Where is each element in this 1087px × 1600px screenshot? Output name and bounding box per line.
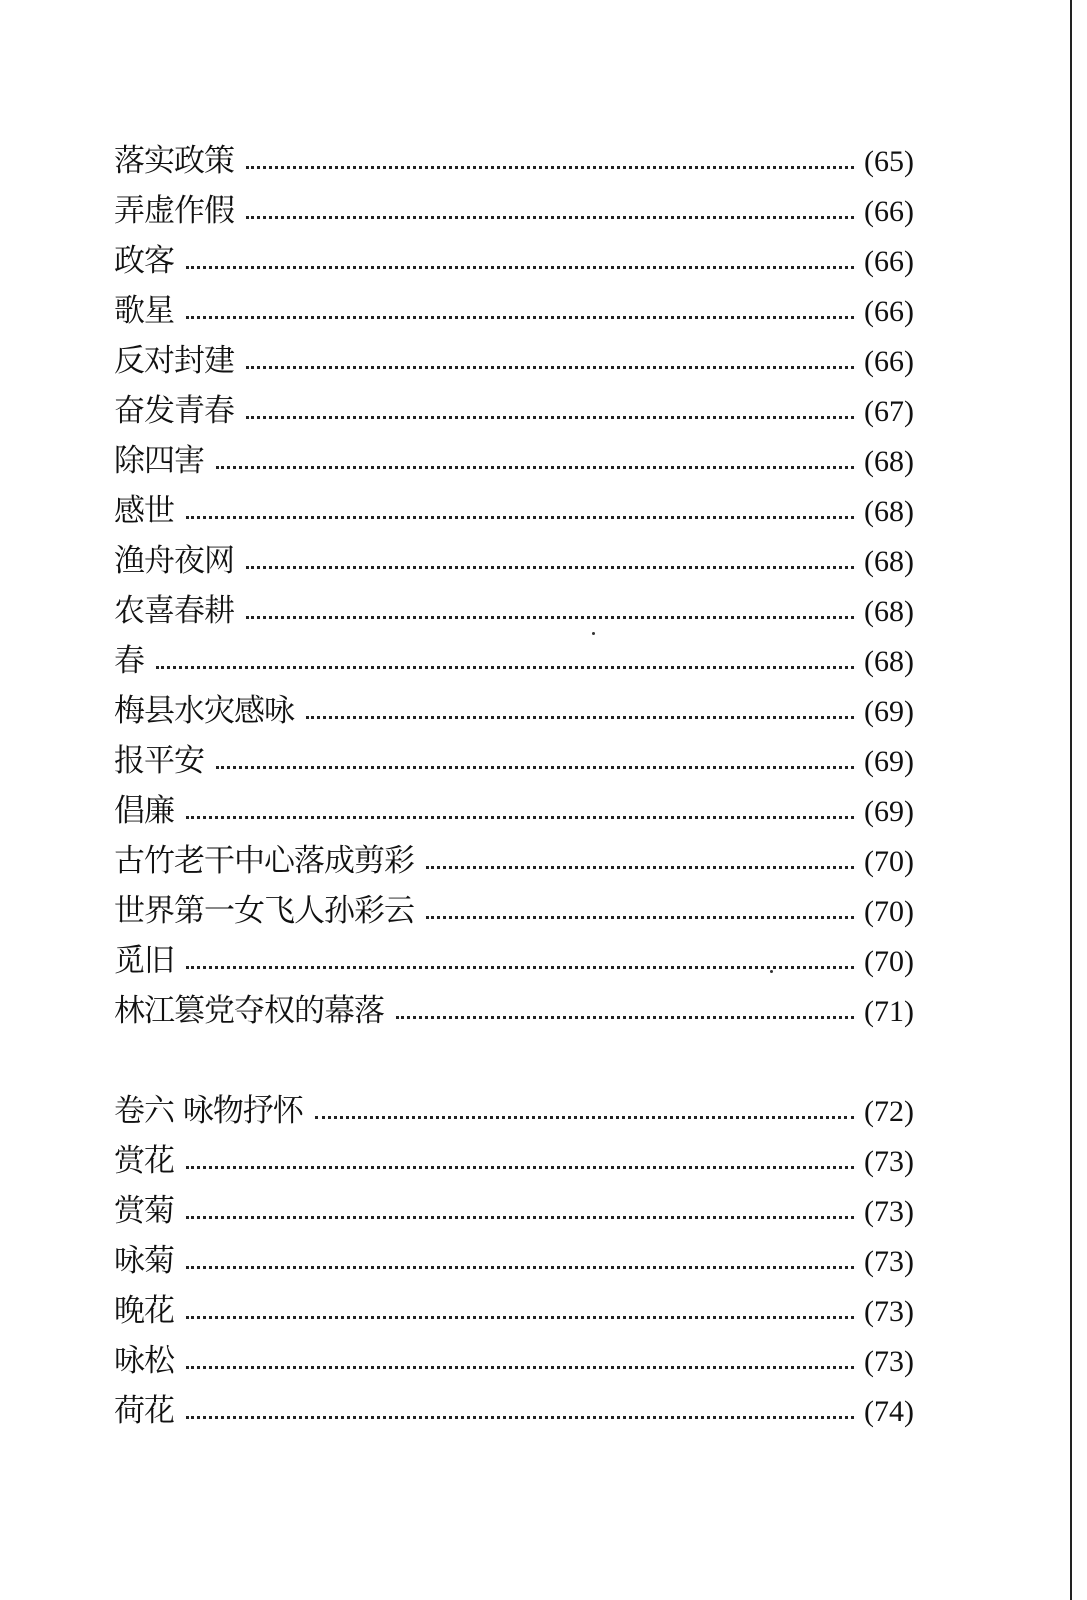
dot-leader [246,615,854,619]
dot-leader [186,815,854,819]
toc-entry[interactable] [114,536,914,586]
dot-leader [186,1415,854,1419]
toc-entry-page: (73) [864,1145,914,1178]
toc-entry[interactable] [114,686,914,736]
toc-entry-page: (68) [864,545,914,578]
toc-entry-title: 咏菊 [114,1243,174,1279]
dot-leader [186,1365,854,1369]
toc-entry[interactable] [114,286,914,336]
toc-entry-page: (73) [864,1195,914,1228]
toc-entry[interactable] [114,486,914,536]
dot-leader [246,165,854,169]
dot-leader [156,665,854,669]
toc-entry-title: 古竹老干中心落成剪彩 [114,843,414,879]
toc-entry-title: 弄虚作假 [114,193,234,229]
dot-leader [186,515,854,519]
toc-entry-title: 晚花 [114,1293,174,1329]
toc-entry-page: (72) [864,1095,914,1128]
toc-group-2 [114,1086,914,1436]
toc-entry-title: 卷六 咏物抒怀 [114,1093,303,1129]
toc-entry[interactable] [114,386,914,436]
toc-entry-page: (69) [864,695,914,728]
dot-leader [426,915,854,919]
toc-entry-page: (68) [864,495,914,528]
dot-leader [246,365,854,369]
toc-entry-page: (65) [864,145,914,178]
toc-entry-page: (70) [864,945,914,978]
toc-entry[interactable] [114,1386,914,1436]
dot-leader [216,765,854,769]
dot-leader [246,215,854,219]
toc-entry-page: (66) [864,295,914,328]
toc-entry-title: 倡廉 [114,793,174,829]
toc-entry[interactable] [114,1136,914,1186]
dot-leader [396,1015,854,1019]
toc-entry[interactable] [114,336,914,386]
toc-entry-page: (74) [864,1395,914,1428]
dot-leader [246,565,854,569]
toc-entry-page: (70) [864,895,914,928]
toc-entry[interactable] [114,936,914,986]
dot-leader [315,1115,854,1119]
toc-entry-page: (67) [864,395,914,428]
toc-entry[interactable] [114,236,914,286]
toc-entry[interactable] [114,986,914,1036]
toc-entry-page: (71) [864,995,914,1028]
toc-entry-title: 梅县水灾感咏 [114,693,294,729]
scan-speck [770,970,773,973]
dot-leader [186,265,854,269]
page-edge [1070,0,1072,1600]
toc-entry-title: 赏菊 [114,1193,174,1229]
toc-entry[interactable] [114,1236,914,1286]
toc-entry[interactable] [114,1186,914,1236]
dot-leader [186,315,854,319]
toc-entry-page: (73) [864,1295,914,1328]
dot-leader [246,415,854,419]
toc-entry-page: (68) [864,645,914,678]
toc-entry[interactable] [114,586,914,636]
dot-leader [186,1315,854,1319]
toc-entry-title: 反对封建 [114,343,234,379]
toc-entry-page: (73) [864,1245,914,1278]
toc-entry-title: 荷花 [114,1393,174,1429]
toc-entry[interactable] [114,886,914,936]
toc-entry-title: 咏松 [114,1343,174,1379]
scan-speck [592,632,595,635]
toc-entry-title: 政客 [114,243,174,279]
dot-leader [426,865,854,869]
toc-entry-title: 感世 [114,493,174,529]
toc-entry-page: (66) [864,345,914,378]
dot-leader [306,715,854,719]
toc-entry[interactable] [114,1336,914,1386]
toc-entry-title: 奋发青春 [114,393,234,429]
dot-leader [186,965,854,969]
toc-entry-title: 林江篡党夺权的幕落 [114,993,384,1029]
toc-entry-title: 落实政策 [114,143,234,179]
toc-entry-title: 歌星 [114,293,174,329]
toc-entry[interactable] [114,786,914,836]
dot-leader [186,1265,854,1269]
toc-entry[interactable] [114,836,914,886]
toc-entry-title: 春 [114,643,144,679]
dot-leader [216,465,854,469]
toc-entry[interactable] [114,736,914,786]
toc-group-1 [114,136,914,1036]
toc-entry-page: (68) [864,445,914,478]
dot-leader [186,1215,854,1219]
toc-entry-title: 赏花 [114,1143,174,1179]
toc-entry-page: (66) [864,195,914,228]
toc-entry-page: (73) [864,1345,914,1378]
toc-entry[interactable] [114,636,914,686]
toc-entry-page: (68) [864,595,914,628]
dot-leader [186,1165,854,1169]
toc-entry-title: 除四害 [114,443,204,479]
toc-entry-title: 世界第一女飞人孙彩云 [114,893,414,929]
toc-entry-page: (69) [864,795,914,828]
toc-entry[interactable] [114,1286,914,1336]
toc-entry-page: (70) [864,845,914,878]
toc-entry[interactable] [114,436,914,486]
toc-entry[interactable] [114,186,914,236]
toc-section-heading[interactable] [114,1086,914,1136]
toc-entry-title: 觅旧 [114,943,174,979]
toc-entry-title: 农喜春耕 [114,593,234,629]
toc-entry-title: 渔舟夜网 [114,543,234,579]
table-of-contents [114,136,914,1436]
toc-entry-title: 报平安 [114,743,204,779]
toc-entry[interactable] [114,136,914,186]
toc-entry-page: (69) [864,745,914,778]
toc-entry-page: (66) [864,245,914,278]
